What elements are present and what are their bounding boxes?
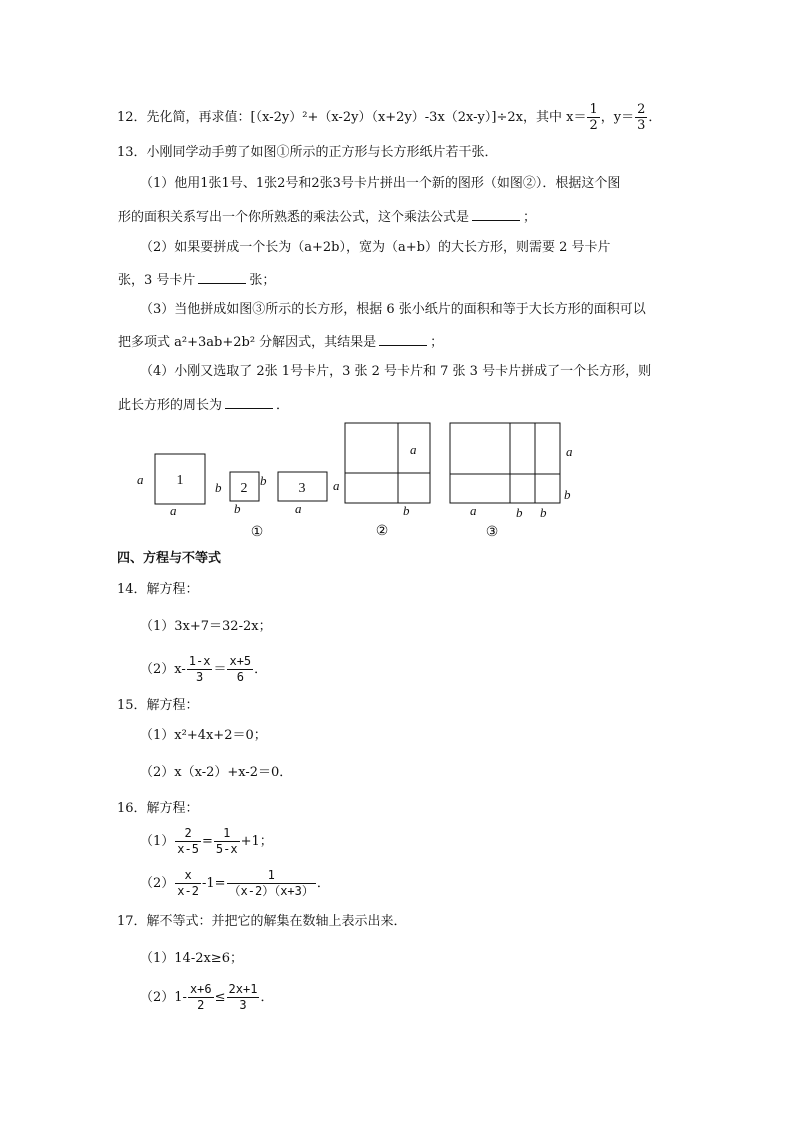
cards-diagram xyxy=(130,418,590,543)
fig3-label-b-bottom-2: b xyxy=(540,505,547,520)
answer-blank[interactable] xyxy=(198,269,246,284)
fig2-number: ② xyxy=(375,524,389,539)
fig3-number: ③ xyxy=(485,525,499,540)
section-heading: 四、方程与不等式 xyxy=(117,551,222,566)
card2-label-b-right: b xyxy=(260,473,267,488)
fig3-label-b-bottom-1: b xyxy=(516,505,523,520)
fig1-label-a-bottom: a xyxy=(170,503,177,518)
fig2-outline xyxy=(345,423,430,503)
q17-inequality-2: （2）1- $\frac{x+6}{2}$ ≤ $\frac{2x+1}{3}$ ． xyxy=(140,982,274,1012)
fig2-label-b-bottom: b xyxy=(403,503,410,518)
q12-expression: 先化简，再求值：[（x-2y）²+（x-2y）（x+2y）-3x（2x-y）]÷2x，其中 xyxy=(146,110,562,125)
question-16: 16．解方程： xyxy=(117,801,199,816)
q13-part1-line1: （1）他用1张1号、1张2号和2张3号卡片拼出一个新的图形（如图②）．根据这个图 xyxy=(140,176,621,191)
q14-equation-1: （1）3x+7＝32-2x； xyxy=(140,619,272,634)
question-12: 12．先化简，再求值：[（x-2y）²+（x-2y）（x+2y）-3x（2x-y）]÷2x，其中 x＝ $\frac{1}{2}$ ，y＝ $\frac{2}{3}$ ． xyxy=(117,102,662,133)
q13-part3-line1: （3）当他拼成如图③所示的长方形，根据 6 张小纸片的面积和等于大长方形的面积可以 xyxy=(140,302,646,317)
q13-part3-line2: 把多项式 a²+3ab+2b² 分解因式，其结果是 ； xyxy=(118,331,443,353)
fig3-label-b-right: b xyxy=(564,487,571,502)
fig2-label-a-left: a xyxy=(333,478,340,493)
fig3-label-a-bottom: a xyxy=(470,503,477,518)
question-13-intro: 13．小刚同学动手剪了如图①所示的正方形与长方形纸片若干张． xyxy=(117,145,498,160)
answer-blank[interactable] xyxy=(379,331,427,346)
y-value-fraction: $\frac{2}{3}$ xyxy=(637,102,646,133)
q13-part2-line1: （2）如果要拼成一个长为（a+2b），宽为（a+b）的大长方形，则需要 2 号卡片 xyxy=(140,240,611,255)
fig3-outline xyxy=(450,423,560,503)
question-17: 17．解不等式：并把它的解集在数轴上表示出来． xyxy=(117,914,407,929)
card-3-label: 3 xyxy=(298,481,306,496)
question-15: 15．解方程： xyxy=(117,698,199,713)
q15-equation-1: （1）x²+4x+2＝0； xyxy=(140,728,267,743)
q17-inequality-1: （1）14-2x≥6； xyxy=(140,951,243,966)
q13-part4-line1: （4）小刚又选取了 2张 1号卡片，3 张 2 号卡片和 7 张 3 号卡片拼成了一个长方形，则 xyxy=(140,364,652,379)
card2-label-b-bottom: b xyxy=(234,501,241,516)
x-value-fraction: $\frac{1}{2}$ xyxy=(589,102,598,133)
q13-part1-line2: 形的面积关系写出一个你所熟悉的乘法公式，这个乘法公式是 ； xyxy=(118,206,536,228)
card3-label-a-bottom: a xyxy=(295,501,302,516)
cards-figure xyxy=(130,418,590,547)
fig1-label-a-left: a xyxy=(137,472,144,487)
fig3-label-a-right: a xyxy=(566,444,573,459)
card-1-label: 1 xyxy=(176,473,184,488)
card-2-label: 2 xyxy=(240,481,248,496)
q16-equation-1: （1） $\frac{2}{x-5}$ = $\frac{1}{5-x}$ +1； xyxy=(140,826,273,856)
q13-part2-line2: 张，3 号卡片 张； xyxy=(118,269,275,291)
answer-blank[interactable] xyxy=(225,394,273,409)
card2-label-b-left: b xyxy=(215,480,222,495)
fig2-label-a-inner: a xyxy=(410,442,417,457)
q14-equation-2: （2）x- $\frac{1-x}{3}$ ＝ $\frac{x+5}{6}$ ． xyxy=(140,654,268,684)
answer-blank[interactable] xyxy=(472,206,520,221)
question-14: 14．解方程： xyxy=(117,582,199,597)
fig1-number: ① xyxy=(250,525,264,540)
q13-part4-line2: 此长方形的周长为 ． xyxy=(118,394,289,416)
q15-equation-2: （2）x（x-2）+x-2＝0． xyxy=(140,765,293,780)
q16-equation-2: （2） $\frac{x}{x-2}$ -1= $\frac{1}{(x-2)(x+3)}$ ． xyxy=(140,868,330,898)
